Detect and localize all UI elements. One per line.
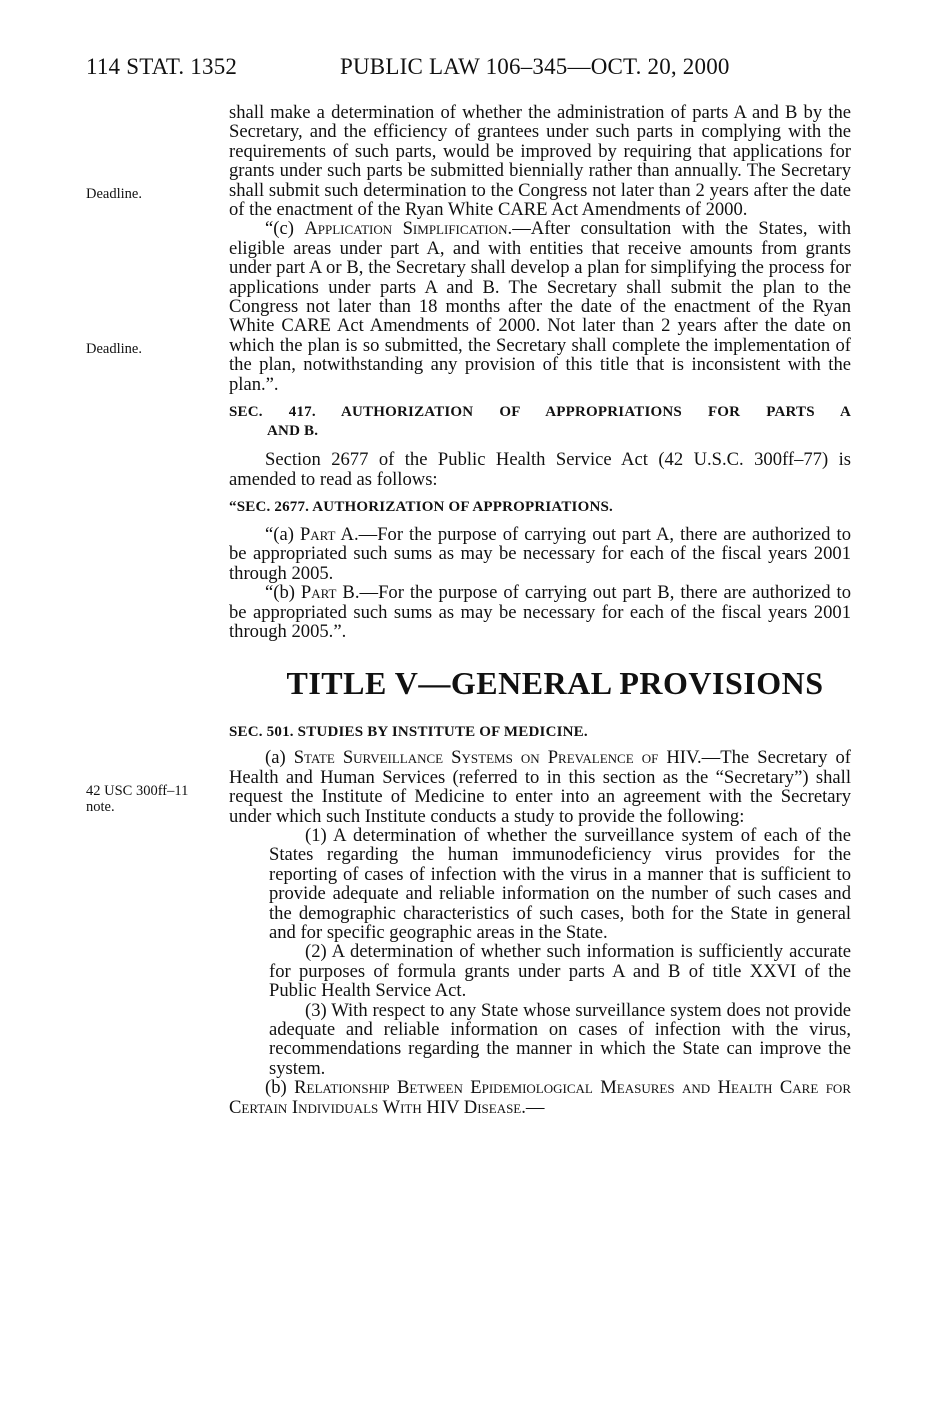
- subsection-c: [229, 219, 851, 394]
- subsection-text: —The Secretary of Health and Human Services (referred to in this section as the “Secretary”) shall request the Institute of Medicine to enter into an agreement with the Secretary under which such Institute conducts a study to provide the following:: [229, 747, 851, 827]
- subsection-text: —After consultation with the States, with eligible areas under part A, and with entities that receive amounts from grants under part A or B, the Secretary shall develop a plan for simplifying the process for applications under parts A and B. The Secretary shall submit the plan to the Congress not later than 18 months after the date of the enactment of the Ryan White CARE Act Amendments of 2000. Not later than 2 years after the date on which the plan is so submitted, the Secretary shall complete the implementation of the plan, notwithstanding any provision of this title that is inconsistent with the plan.”.: [229, 218, 851, 395]
- usc-citation-line: 42 USC 300ff–11: [86, 783, 189, 799]
- subsection-prefix: “(c): [265, 218, 305, 240]
- paragraph: Section 2677 of the Public Health Service Act (42 U.S.C. 300ff–77) is amended to read as follows:: [229, 449, 851, 490]
- margin-note-usc-citation: [86, 783, 188, 815]
- section-heading-line: AND B.: [267, 423, 319, 440]
- page-number: 114 STAT. 1352: [86, 54, 238, 79]
- subsection-prefix: (b): [265, 1077, 295, 1099]
- subsection-heading: Part B.: [300, 582, 360, 604]
- paragraph: shall make a determination of whether the administration of parts A and B by the Secretary, and the efficiency of grantees under such parts in complying with the requirements of such parts, would be improved by requiring that applications for grants under such parts be submitted biennially rather than annually. The Secretary shall submit such determination to the Congress not later than 2 years after the date of the enactment of the Ryan White CARE Act Amendments of 2000.: [229, 102, 851, 221]
- subsection-b: [229, 583, 851, 641]
- subsection-heading: Relationship Between Epidemiological Measures and Health Care for Certain Individuals With HIV Disease.: [229, 1077, 851, 1118]
- running-head: PUBLIC LAW 106–345—OCT. 20, 2000: [340, 54, 730, 79]
- subsection-heading: Application Simplification.: [304, 218, 513, 240]
- section-417-heading: [229, 403, 851, 441]
- subsection-501-a: [229, 748, 851, 826]
- subsection-text: —For the purpose of carrying out part B, there are authorized to be appropriated such sums as may be necessary for each of the fiscal years 2001 through 2005.”.: [229, 582, 851, 642]
- subsection-heading: Part A.: [299, 523, 359, 545]
- page-header: [86, 54, 856, 88]
- margin-note-deadline: Deadline.: [86, 341, 142, 357]
- subsection-text: —For the purpose of carrying out part A, there are authorized to be appropriated such sums as may be necessary for each of the fiscal years 2001 through 2005.: [229, 523, 851, 584]
- document-body: [229, 103, 851, 1117]
- subsection-prefix: (a): [265, 747, 294, 769]
- list-item: (1) A determination of whether the surveillance system of each of the States regarding the human immunodeficiency virus provides for the reporting of cases of infection with the virus in a manner that is sufficient to provide adequate and reliable information on the number of such cases and the demographic characteristics of such cases, both for the State in general and for specific geographic areas in the State.: [269, 824, 851, 943]
- section-heading-line: SEC. 417. AUTHORIZATION OF APPROPRIATIONS FOR PARTS A: [229, 404, 851, 421]
- section-501-heading: SEC. 501. STUDIES BY INSTITUTE OF MEDICINE.: [229, 724, 588, 741]
- usc-citation-line: note.: [86, 799, 115, 815]
- subsection-prefix: “(a): [265, 523, 300, 545]
- subsection-heading: State Surveillance Systems on Prevalence of HIV.: [293, 747, 702, 769]
- subsection-a: [229, 525, 851, 583]
- subsection-prefix: “(b): [265, 582, 301, 604]
- list-item: (3) With respect to any State whose surveillance system does not provide adequate and reliable information on cases of infection with the virus, recommendations regarding the manner in which the State can improve the system.: [269, 999, 851, 1079]
- list-item: (2) A determination of whether such information is sufficiently accurate for purposes of formula grants under parts A and B of title XXVI of the Public Health Service Act.: [269, 941, 851, 1002]
- margin-note-deadline: Deadline.: [86, 186, 142, 202]
- subsection-501-b: [229, 1078, 851, 1117]
- section-2677-heading: “SEC. 2677. AUTHORIZATION OF APPROPRIATIONS.: [229, 498, 613, 515]
- subsection-text: —: [525, 1096, 545, 1118]
- title-v-heading: TITLE V—GENERAL PROVISIONS: [286, 665, 824, 702]
